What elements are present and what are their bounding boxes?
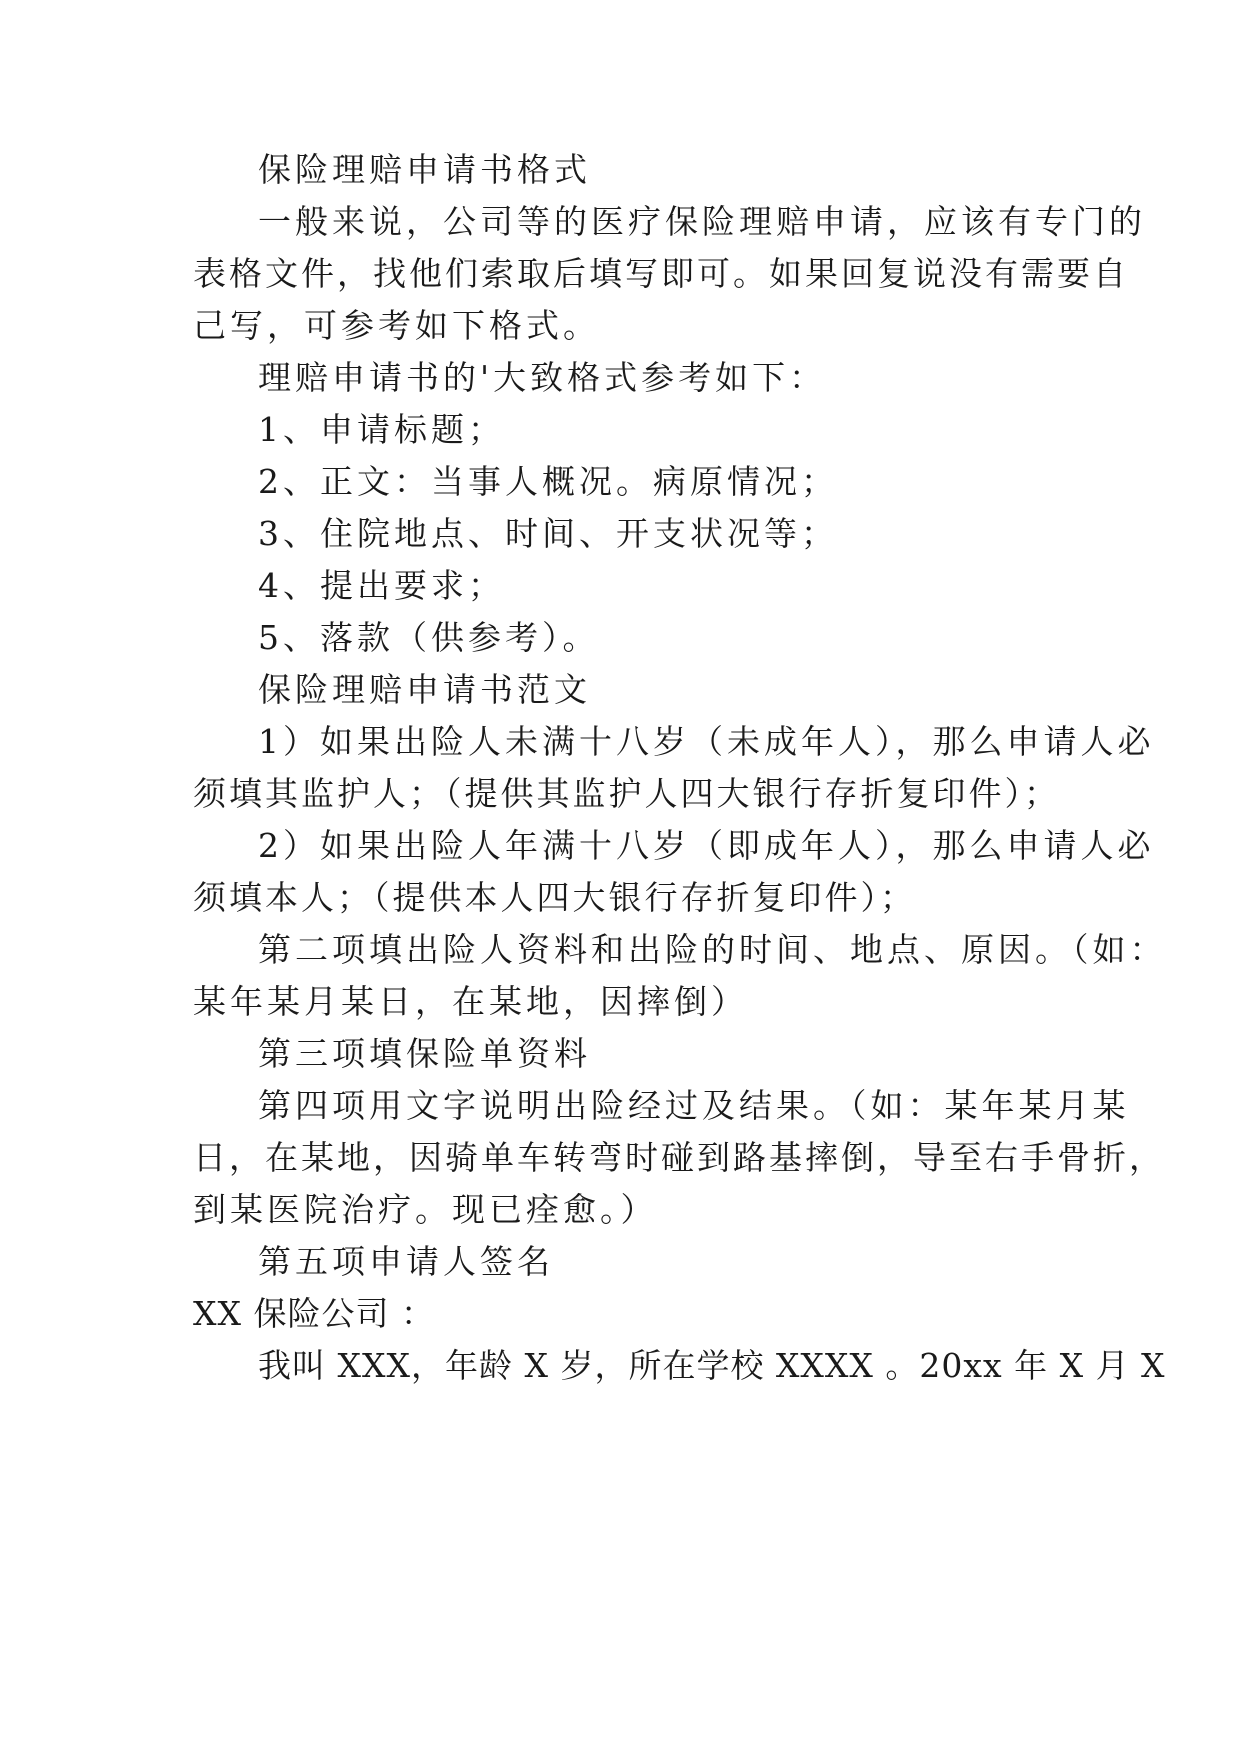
- paragraph-line: 须填本人；（提供本人四大银行存折复印件）；: [193, 878, 916, 917]
- paragraph-line: 到某医院治疗。现已痊愈。）: [193, 1190, 658, 1229]
- paragraph-line: 须填其监护人；（提供其监护人四大银行存折复印件）；: [193, 774, 1060, 813]
- paragraph-line: 某年某月某日，在某地，因摔倒）: [193, 982, 748, 1021]
- paragraph-line: 理赔申请书的'大致格式参考如下：: [258, 358, 827, 397]
- list-item: 5、落款（供参考）。: [258, 618, 600, 657]
- paragraph-line: 第四项用文字说明出险经过及结果。（如：某年某月某: [258, 1086, 1130, 1125]
- paragraph-line: 第二项填出险人资料和出险的时间、地点、原因。（如：: [258, 930, 1167, 969]
- list-item: 4、提出要求；: [258, 566, 505, 605]
- list-item: 2、正文：当事人概况。病原情况；: [258, 462, 838, 501]
- paragraph-line: 表格文件，找他们索取后填写即可。如果回复说没有需要自: [193, 254, 1129, 293]
- list-item: 3、住院地点、时间、开支状况等；: [258, 514, 838, 553]
- heading-sample: 保险理赔申请书范文: [258, 670, 591, 709]
- paragraph-line: 日，在某地，因骑单车转弯时碰到路基摔倒，导至右手骨折，: [193, 1138, 1165, 1177]
- paragraph-line: 己写，可参考如下格式。: [193, 306, 600, 345]
- paragraph-line: 第三项填保险单资料: [258, 1034, 591, 1073]
- list-item: 1、申请标题；: [258, 410, 505, 449]
- salutation-line: XX 保险公司 ：: [193, 1294, 435, 1333]
- paragraph-line: 2）如果出险人年满十八岁（即成年人），那么申请人必: [258, 826, 1155, 865]
- paragraph-line: 1）如果出险人未满十八岁（未成年人），那么申请人必: [258, 722, 1155, 761]
- paragraph-line: 我叫 XXX，年龄 X 岁，所在学校 XXXX 。20xx 年 X 月 X: [258, 1346, 1166, 1385]
- heading-format: 保险理赔申请书格式: [258, 150, 591, 189]
- paragraph-line: 一般来说，公司等的医疗保险理赔申请，应该有专门的: [258, 202, 1146, 241]
- paragraph-line: 第五项申请人签名: [258, 1242, 554, 1281]
